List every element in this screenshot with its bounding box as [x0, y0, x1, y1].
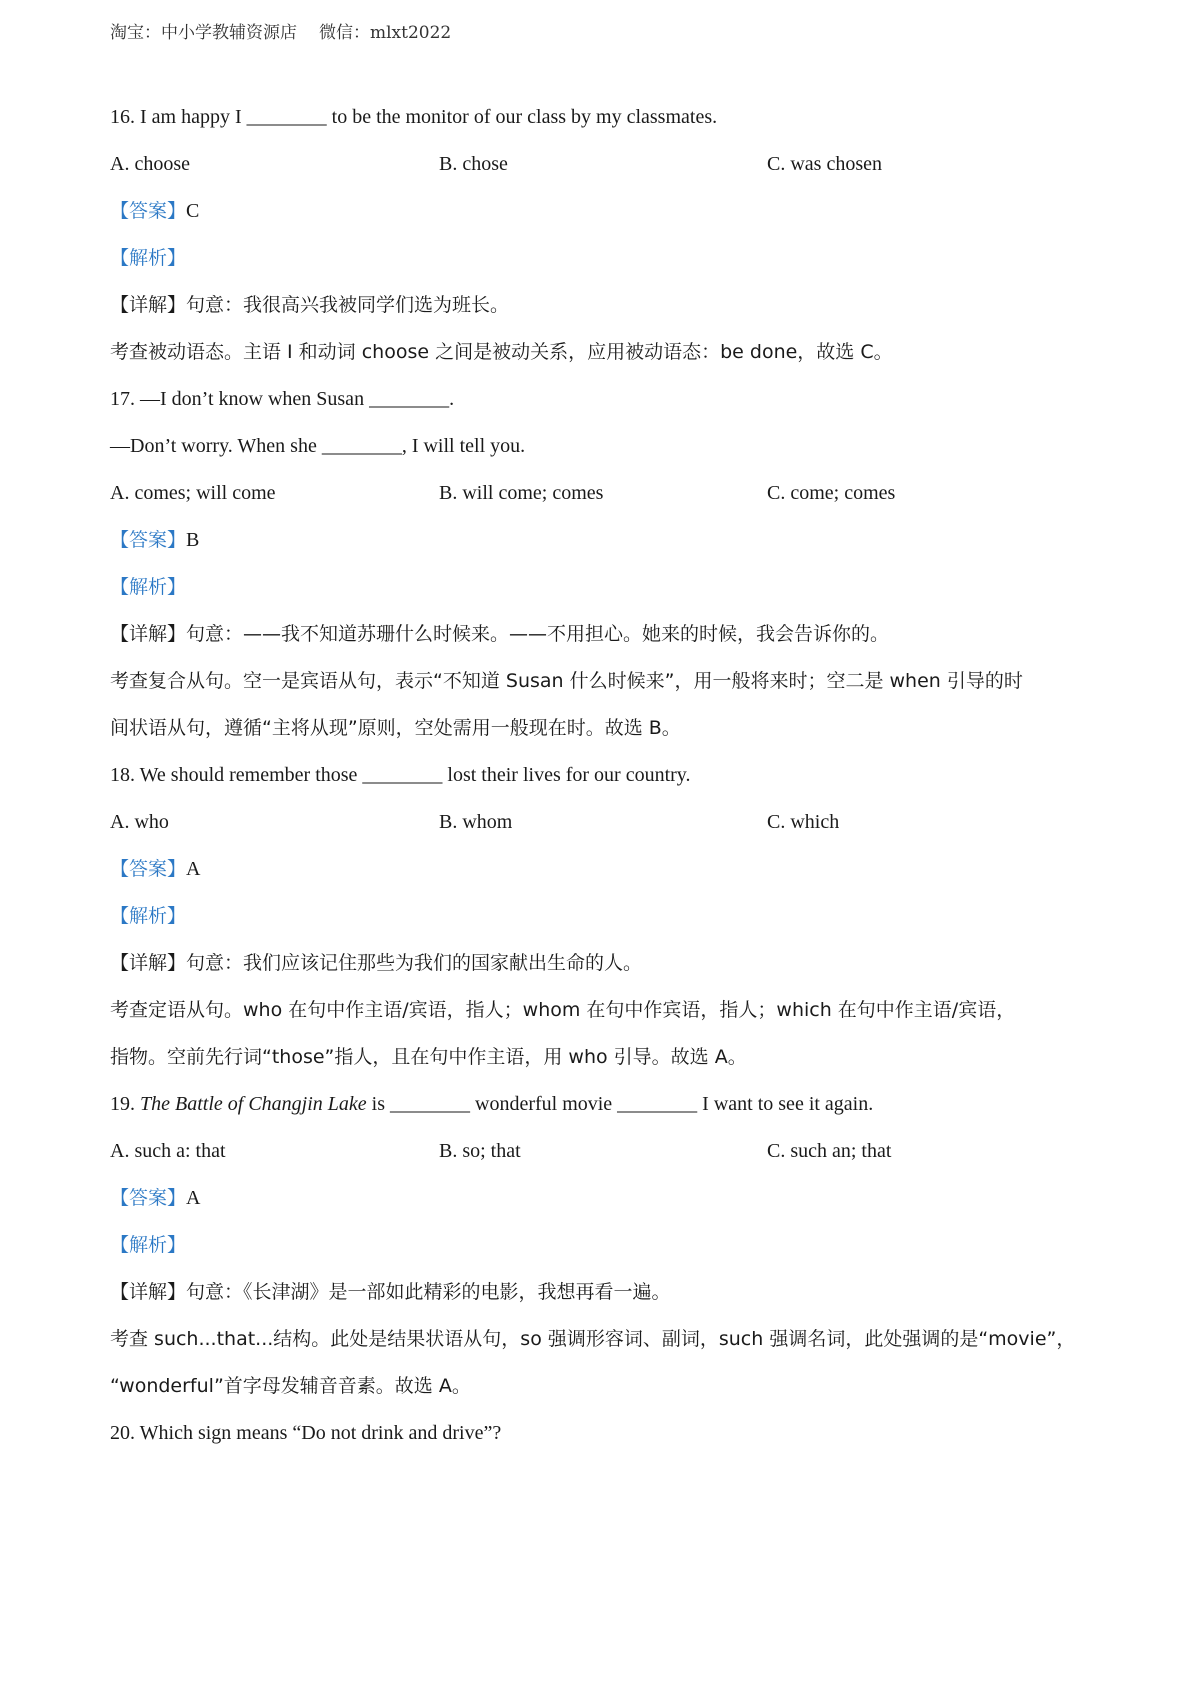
q18-option-b: B. whom	[439, 811, 513, 833]
q16-option-b: B. chose	[439, 153, 508, 175]
q17-stem-2: —Don’t worry. When she ________, I will tell you.	[110, 435, 526, 457]
q19-option-c: C. such an; that	[767, 1140, 892, 1162]
movie-title: The Battle of Changjin Lake	[140, 1093, 367, 1115]
q16-analysis-label: 【解析】	[110, 247, 187, 269]
q19-option-a: A. such a: that	[110, 1140, 226, 1162]
detail-text: 句意：我们应该记住那些为我们的国家献出生命的人。	[186, 952, 643, 974]
q18-explanation-2: 指物。空前先行词“those”指人，且在句中作主语，用 who 引导。故选 A。	[110, 1046, 747, 1068]
wechat-id: 微信：mlxt2022	[319, 23, 452, 43]
answer-label: 【答案】	[110, 529, 187, 551]
q18-answer	[110, 855, 200, 883]
detail-text: 句意：我很高兴我被同学们选为班长。	[186, 294, 510, 316]
answer-value: C	[186, 200, 200, 222]
q17-option-c: C. come; comes	[767, 482, 896, 504]
shop-name: 淘宝：中小学教辅资源店	[110, 23, 297, 43]
q18-detail	[110, 949, 642, 977]
answer-value: B	[186, 529, 200, 551]
q17-option-b: B. will come; comes	[439, 482, 604, 504]
q19-explanation-2: “wonderful”首字母发辅音音素。故选 A。	[110, 1375, 471, 1397]
q17-detail	[110, 620, 889, 648]
q16-stem: 16. I am happy I ________ to be the monitor of our class by my classmates.	[110, 106, 718, 128]
q16-answer	[110, 197, 199, 225]
q19-option-b: B. so; that	[439, 1140, 521, 1162]
detail-text: 句意：《长津湖》是一部如此精彩的电影，我想再看一遍。	[186, 1281, 671, 1303]
q18-option-c: C. which	[767, 811, 840, 833]
answer-label: 【答案】	[110, 200, 187, 222]
answer-label: 【答案】	[110, 858, 187, 880]
answer-value: A	[186, 1187, 201, 1209]
q20-stem: 20. Which sign means “Do not drink and drive”?	[110, 1422, 502, 1444]
page-header	[110, 18, 451, 43]
q19-stem-rest: is ________ wonderful movie ________ I want to see it again.	[366, 1093, 874, 1115]
detail-label: 【详解】	[110, 623, 187, 645]
q19-detail	[110, 1278, 671, 1306]
answer-label: 【答案】	[110, 1187, 187, 1209]
q16-option-c: C. was chosen	[767, 153, 882, 175]
q19-answer	[110, 1184, 200, 1212]
q19-stem	[110, 1090, 873, 1118]
q19-explanation-1: 考查 such...that...结构。此处是结果状语从句，so 强调形容词、副词，such 强调名词，此处强调的是“movie”，	[110, 1328, 1076, 1350]
q16-option-a: A. choose	[110, 153, 190, 175]
q18-stem: 18. We should remember those ________ lost their lives for our country.	[110, 764, 691, 786]
q17-stem-1: 17. —I don’t know when Susan ________.	[110, 388, 455, 410]
q18-option-a: A. who	[110, 811, 169, 833]
answer-value: A	[186, 858, 201, 880]
q16-explanation: 考查被动语态。主语 I 和动词 choose 之间是被动关系，应用被动语态：be done，故选 C。	[110, 341, 893, 363]
q19-number: 19.	[110, 1093, 135, 1115]
detail-label: 【详解】	[110, 294, 187, 316]
q18-analysis-label: 【解析】	[110, 905, 187, 927]
detail-label: 【详解】	[110, 952, 187, 974]
q17-answer	[110, 526, 199, 554]
detail-label: 【详解】	[110, 1281, 187, 1303]
q17-explanation-1: 考查复合从句。空一是宾语从句，表示“不知道 Susan 什么时候来”，用一般将来时；空二是 when 引导的时	[110, 670, 1023, 692]
q17-analysis-label: 【解析】	[110, 576, 187, 598]
detail-text: 句意：——我不知道苏珊什么时候来。——不用担心。她来的时候，我会告诉你的。	[186, 623, 890, 645]
q19-analysis-label: 【解析】	[110, 1234, 187, 1256]
q18-explanation-1: 考查定语从句。who 在句中作主语/宾语，指人；whom 在句中作宾语，指人；which 在句中作主语/宾语，	[110, 999, 1016, 1021]
q16-detail	[110, 291, 509, 319]
q17-explanation-2: 间状语从句，遵循“主将从现”原则，空处需用一般现在时。故选 B。	[110, 717, 681, 739]
q17-option-a: A. comes; will come	[110, 482, 276, 504]
